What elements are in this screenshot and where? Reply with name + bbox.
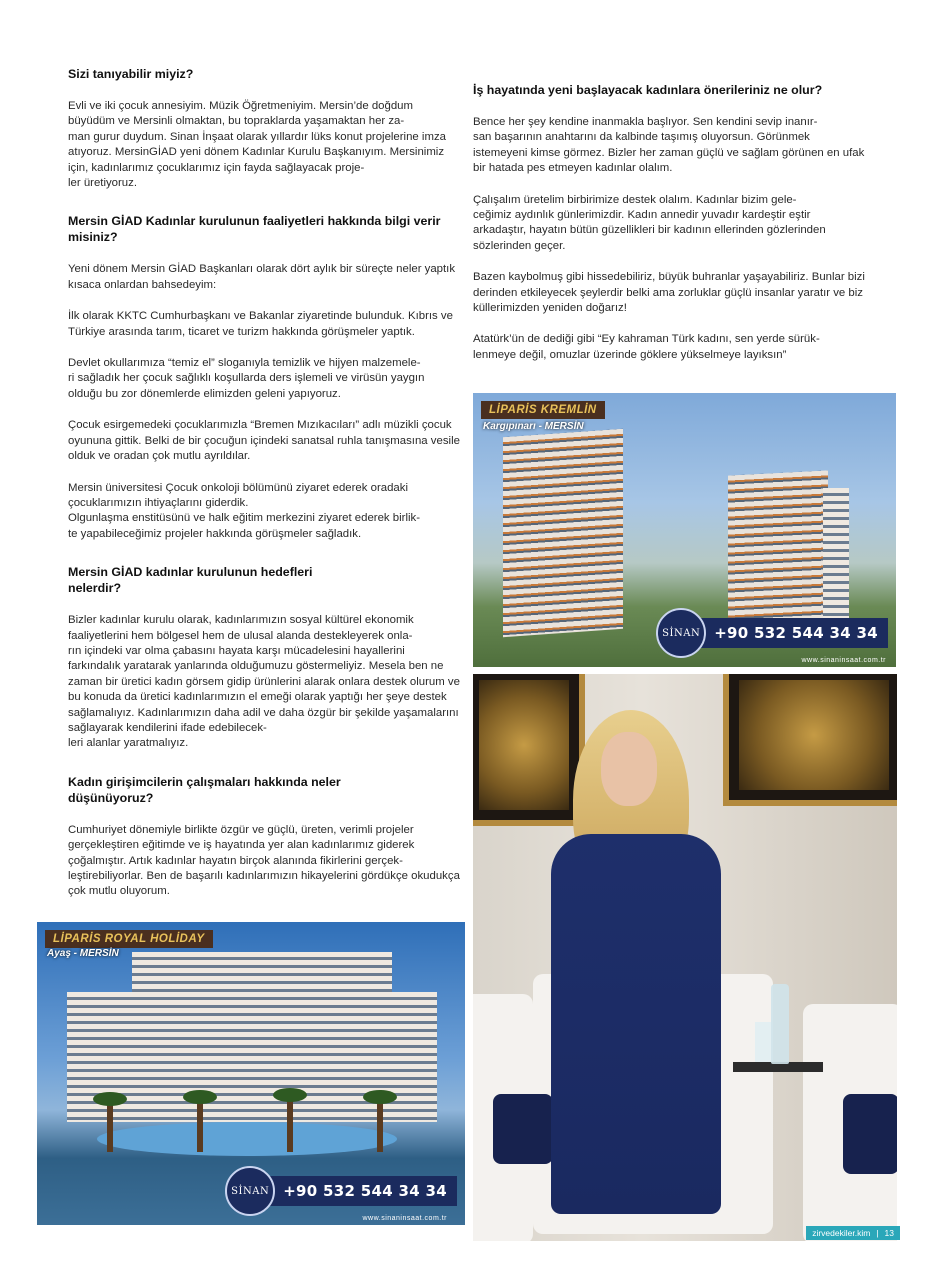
paragraph: Çocuk esirgemedeki çocuklarımızla “Bremen Mızıkacıları” adlı müzikli çocuk oyununa gittik. Belki de bir çocuğun içindeki sanatsal ruhla tanışmasına vesile olduk ve oradan çok mutlu ayrıldılar.: [68, 419, 460, 463]
phone-number: +90 532 544 34 34: [269, 1176, 457, 1206]
person-face: [601, 732, 657, 806]
left-column: [68, 66, 460, 900]
paragraph: İlk olarak KKTC Cumhurbaşkanı ve Bakanlar ziyaretinde bulunduk. Kıbrıs ve Türkiye arasında tarım, ticaret ve turizm hakkında görüşmeler yaptık.: [68, 310, 453, 338]
paragraph: Bazen kaybolmuş gibi hissedebiliriz, büyük buhranlar yaşayabiliriz. Bunlar bizi derinden etkileyecek şeylerdir belki ama zorluklar güçlü insanlar yaratır ve biz küllerimizden yeniden doğarız!: [473, 271, 865, 315]
sinan-logo: SİNAN: [656, 608, 706, 658]
person-suit: [551, 834, 721, 1214]
paragraph: Mersin üniversitesi Çocuk onkoloji bölümünü ziyaret ederek oradaki çocuklarımızın ihtiyaçlarını giderdik. Olgunlaşma enstitüsünü ve halk eğitim merkezini ziyaret ederek birlik- te yapabileceğimiz projeler hakkında görüşmeler sağladık.: [68, 481, 420, 540]
project-location: Ayaş - MERSİN: [47, 948, 119, 959]
palm-tree: [107, 1102, 113, 1152]
project-title-tag: LİPARİS KREMLİN: [481, 401, 605, 419]
building-illustration: [728, 470, 828, 625]
building-illustration: [823, 488, 849, 618]
page-number: 13: [884, 1228, 894, 1238]
wall-frame: [723, 674, 897, 806]
portrait-photo: [473, 674, 897, 1241]
section-4: [68, 774, 460, 900]
palm-tree: [377, 1100, 383, 1152]
paragraph: Çalışalım üretelim birbirimize destek olalım. Kadınlar bizim gele- ceğimiz aydınlık günlerimizdir. Kadın annedir yuvadır kardeştir eştir arkadaştır, hayatın bütün güzellikleri bir kadının ellerinden gözlerinden sözlerinden geçer.: [473, 193, 826, 252]
page-footer: [806, 1226, 900, 1240]
section-1: [68, 66, 460, 191]
contact-box: [225, 1171, 457, 1211]
footer-separator: |: [876, 1228, 879, 1238]
contact-box: [656, 613, 888, 653]
paragraph: Atatürk’ün de dediği gibi “Ey kahraman Türk kadını, sen yerde sürük- lenmeye değil, omuzlar üzerinde göklere yükselmeye layıksın”: [473, 333, 820, 361]
website-text: www.sinaninsaat.com.tr: [801, 657, 886, 664]
section-3: [68, 564, 460, 752]
question-heading: Mersin GİAD kadınlar kurulunun hedefleri nelerdir?: [68, 565, 313, 596]
paragraph: Bizler kadınlar kurulu olarak, kadınlarımızın sosyal kültürel ekonomik faaliyetlerini hem bölgesel hem de ulusal alanda destekleyerek onla- rın içindeki var olma çabasını hayata karşı mücadelesini hayallerini farkındalık yaratarak yanlarında olduğumuzu göstermeliyiz. Mesela ben ne zaman bir üretici kadın görsem gidip ürünlerini alarak onlara destek olurum ve bu konuda da üretici kadınlarımızın el emeği olarak yaptığı her şeye destek sağlamalıyız. Kadınlarımızın daha adil ve daha özgür bir şekilde yaşamalarını sağlayarak kendilerini ifade edebilecek- leri alanlar yaratmalıyız.: [68, 614, 460, 750]
water-glass: [755, 1022, 771, 1062]
liparis-kremlin-ad: [473, 393, 896, 667]
sinan-logo: SİNAN: [225, 1166, 275, 1216]
building-illustration: [132, 952, 392, 1122]
liparis-royal-holiday-ad: [37, 922, 465, 1225]
paragraph: Devlet okullarımıza “temiz el” sloganıyla temizlik ve hijyen malzemele- ri sağladık her çocuk sağlıklı koşullarda ders işlemeli ve virüsün yaygın olduğu bu zor dönemlerde elimizden geleni yapıyoruz.: [68, 357, 425, 400]
project-title-tag: LİPARİS ROYAL HOLİDAY: [45, 930, 213, 948]
question-heading: Sizi tanıyabilir miyiz?: [68, 67, 194, 81]
palm-tree: [287, 1098, 293, 1152]
section-2: [68, 213, 460, 542]
decor-cushion: [493, 1094, 553, 1164]
paragraph: Evli ve iki çocuk annesiyim. Müzik Öğretmeniyim. Mersin’de doğdum büyüdüm ve Mersinli olmaktan, bu topraklarda yaşamaktan her za- man gurur duydum. Sinan İnşaat olarak yıllardır lüks konut projelerine imza atıyoruz. MersinGİAD yeni dönem Kadınlar Kurulu Başkanıyım. Mersinimiz için, kadınlarımız çocuklarımız için fayda sağlayacak proje- ler üretiyoruz.: [68, 100, 446, 190]
paragraph: Bence her şey kendine inanmakla başlıyor. Sen kendini sevip inanır- san başarının anahtarını da kalbinde taşımış oluyorsun. Görünmek istemeyeni kimse görmez. Bizler her zaman güçlü ve sağlam görünen en ufak bir hatada pes etmeyen kadınlar olalım.: [473, 116, 865, 175]
question-heading: Kadın girişimcilerin çalışmaları hakkında neler düşünüyoruz?: [68, 774, 341, 805]
phone-number: +90 532 544 34 34: [700, 618, 888, 648]
pool-illustration: [97, 1122, 397, 1156]
paragraph: Yeni dönem Mersin GİAD Başkanları olarak dört aylık bir süreçte neler yaptık kısaca onlardan bahsedeyim:: [68, 263, 456, 291]
water-bottle: [771, 984, 789, 1064]
right-column: [473, 82, 865, 363]
building-illustration: [503, 429, 623, 637]
project-location: Kargıpınarı - MERSİN: [483, 421, 584, 432]
wall-frame: [473, 674, 585, 826]
question-heading: Mersin GİAD Kadınlar kurulunun faaliyetleri hakkında bilgi verir misiniz?: [68, 214, 441, 245]
question-heading: İş hayatında yeni başlayacak kadınlara önerileriniz ne olur?: [473, 83, 823, 97]
footer-site: zirvedekiler.kim: [812, 1228, 871, 1238]
palm-tree: [197, 1100, 203, 1152]
paragraph: Cumhuriyet dönemiyle birlikte özgür ve güçlü, üreten, verimli projeler gerçekleştiren eğitimde ve iş hayatında yer alan kadınlarımız giderek çoğalmıştır. Artık kadınlar hayatın birçok alanında fikirlerini gerçek- leştirebiliyorlar. Ben de başarılı kadınlarımızın hikayelerini gördükçe okudukça çok mutlu oluyorum.: [68, 823, 460, 898]
website-text: www.sinaninsaat.com.tr: [362, 1215, 447, 1222]
decor-cushion: [843, 1094, 897, 1174]
